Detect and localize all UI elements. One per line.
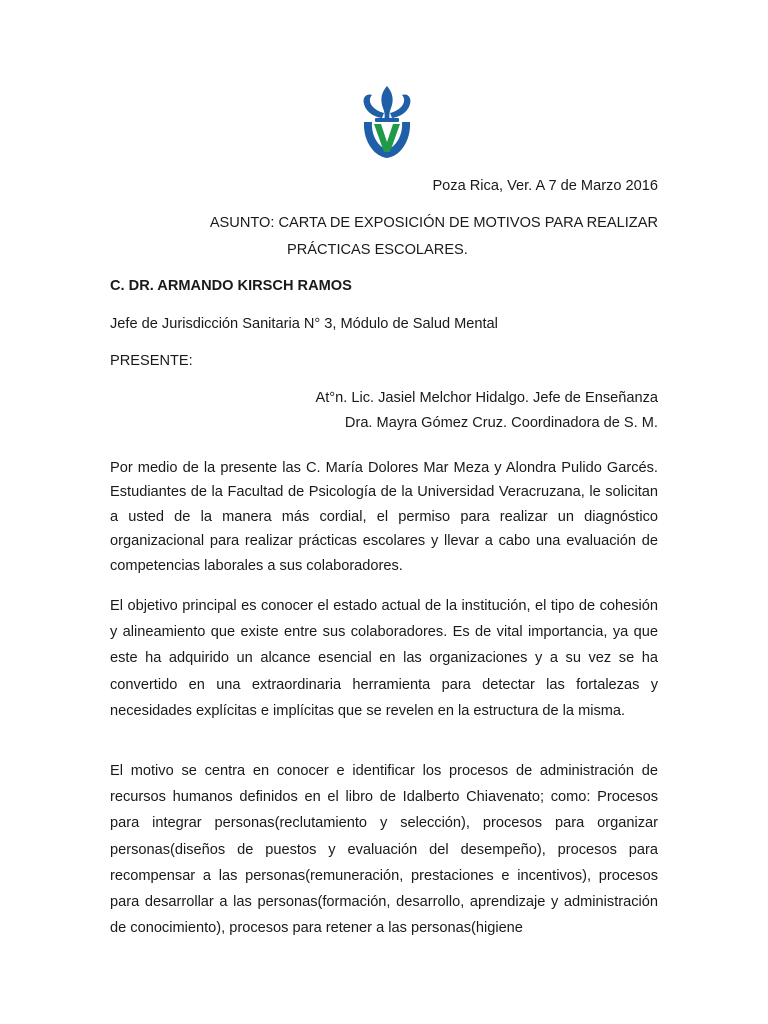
place-date: Poza Rica, Ver. A 7 de Marzo 2016 (432, 178, 658, 194)
paragraph-3-text: El motivo se centra en conocer e identificar los procesos de administración de recursos humanos definidos en el libro de Idalberto Chiavenato; como: Procesos para integrar personas(reclutamiento y selección), procesos para organizar personas(diseños de puestos y evaluación del desempeño), procesos para recompensar a las personas(remuneración, prestaciones e incentivos), procesos para desarrollar a las personas(formación, desarrollo, aprendizaje y administración de conocimiento), procesos para retener a las personas(higiene (110, 763, 658, 937)
body-paragraph-2 (110, 593, 658, 724)
subject-line-1: ASUNTO: CARTA DE EXPOSICIÓN DE MOTIVOS PARA REALIZAR (209, 215, 658, 231)
subject-line-2: PRÁCTICAS ESCOLARES. (287, 242, 468, 258)
attention-line-2: Dra. Mayra Gómez Cruz. Coordinadora de S. M. (344, 415, 658, 431)
attention-line-1: At°n. Lic. Jasiel Melchor Hidalgo. Jefe de Enseñanza (315, 390, 658, 406)
paragraph-1-text: Por medio de la presente las C. María Dolores Mar Meza y Alondra Pulido Garcés. Estudiantes de la Facultad de Psicología de la Universidad Veracruzana, le solicitan a usted de la manera más cordial, el permiso para realizar un diagnóstico organizacional para realizar prácticas escolares y llevar a cabo una evaluación de competencias laborales a sus colaboradores. (110, 460, 658, 574)
paragraph-2-text: El objetivo principal es conocer el estado actual de la institución, el tipo de cohesión y alineamiento que existe entre sus colaboradores. Es de vital importancia, ya que este ha adquirido un alcance esencial en las organizaciones y a su vez se ha convertido en una extraordinaria herramienta para detectar las fortalezas y necesidades explícitas e implícitas que se revelen en la estructura de la misma. (110, 598, 658, 719)
university-logo-icon (360, 84, 414, 160)
presente-salutation: PRESENTE: (110, 353, 193, 369)
body-paragraph-3 (110, 758, 658, 941)
recipient-name: C. DR. ARMANDO KIRSCH RAMOS (110, 278, 352, 294)
recipient-position: Jefe de Jurisdicción Sanitaria N° 3, Módulo de Salud Mental (110, 316, 498, 332)
body-paragraph-1 (110, 456, 658, 578)
